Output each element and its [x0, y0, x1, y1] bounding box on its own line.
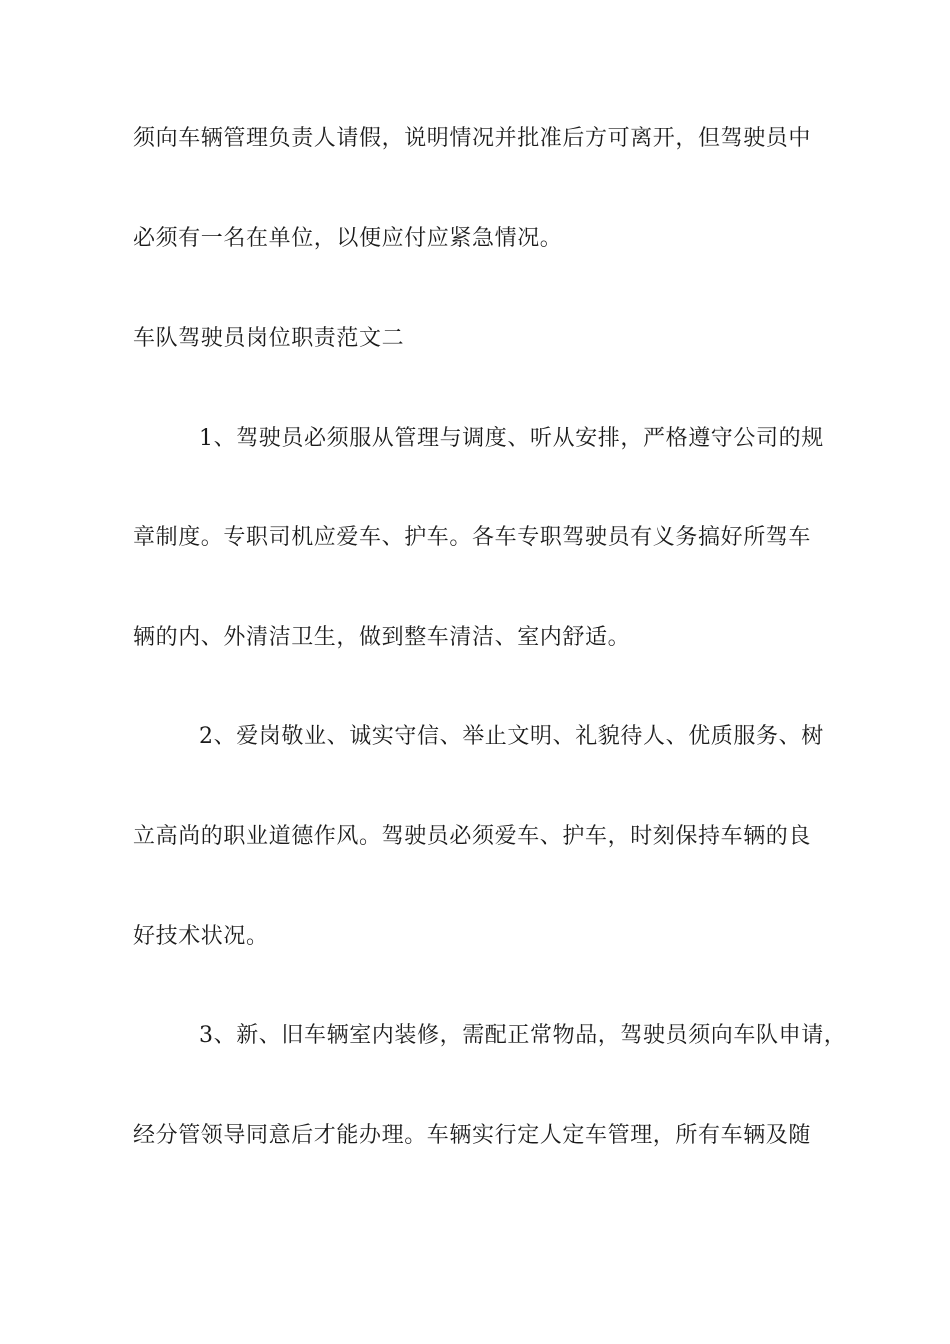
- text-line: 好技术状况。: [133, 924, 269, 949]
- paragraph-start-1: 1、驾驶员必须服从管理与调度、听从安排，严格遵守公司的规: [199, 426, 824, 451]
- text-line: 章制度。专职司机应爱车、护车。各车专职驾驶员有义务搞好所驾车: [133, 525, 812, 550]
- text-line: 立高尚的职业道德作风。驾驶员必须爱车、护车，时刻保持车辆的良: [133, 824, 812, 849]
- text-line: 必须有一名在单位，以便应付应紧急情况。: [133, 226, 563, 251]
- paragraph-start-3: 3、新、旧车辆室内装修，需配正常物品，驾驶员须向车队申请，: [199, 1023, 847, 1048]
- section-heading: 车队驾驶员岗位职责范文二: [133, 326, 405, 351]
- text-line: 须向车辆管理负责人请假，说明情况并批准后方可离开，但驾驶员中: [133, 126, 812, 151]
- paragraph-start-2: 2、爱岗敬业、诚实守信、举止文明、礼貌待人、优质服务、树: [199, 724, 824, 749]
- text-line: 辆的内、外清洁卫生，做到整车清洁、室内舒适。: [133, 625, 631, 650]
- text-line: 经分管领导同意后才能办理。车辆实行定人定车管理，所有车辆及随: [133, 1123, 812, 1148]
